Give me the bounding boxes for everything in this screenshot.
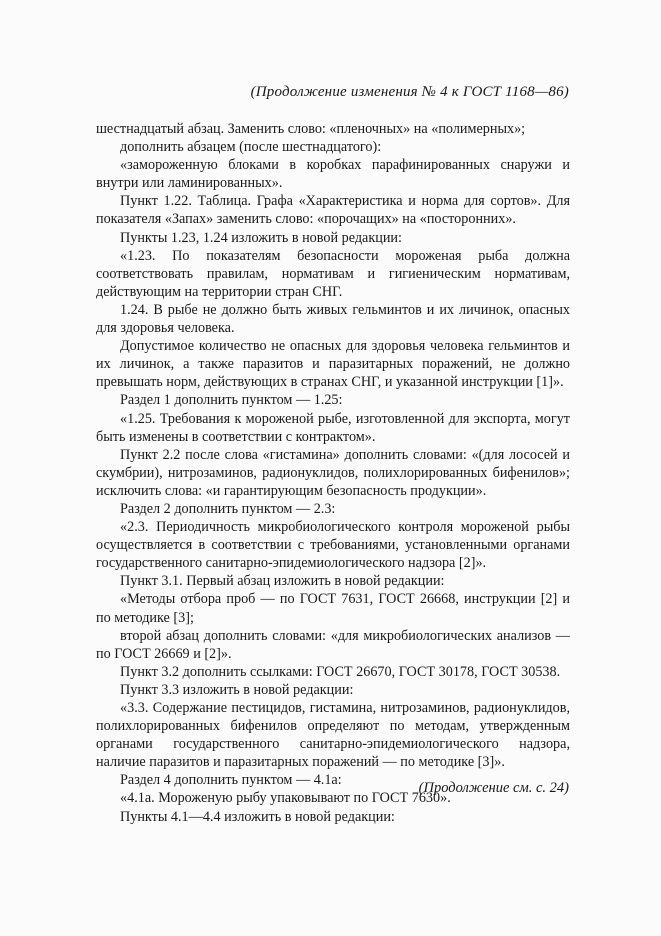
- paragraph: «3.3. Содержание пестицидов, гистамина, нитрозаминов, радионуклидов, полихлорированных бифенилов определяют по методам, утвержденным органами государственного санитарно-эпидемиологического надзора, наличие паразитов и паразитарных поражений — по методике [3]».: [96, 700, 570, 771]
- paragraph: «замороженную блоками в коробках парафинированных снаружи и внутри или ламинированных».: [96, 157, 570, 192]
- paragraph: 1.24. В рыбе не должно быть живых гельминтов и их личинок, опасных для здоровья человека.: [96, 301, 570, 337]
- paragraph: шестнадцатый абзац. Заменить слово: «пленочных» на «полимерных»;: [96, 121, 526, 137]
- paragraph: «2.3. Периодичность микробиологического контроля мороженой рыбы осуществляется в соответствии с требованиями, установленными органами государственного санитарно-эпидемиологического надзора [2]».: [96, 519, 570, 572]
- paragraph: «Методы отбора проб — по ГОСТ 7631, ГОСТ 26668, инструкции [2] и по методике [3];: [96, 591, 570, 626]
- paragraph: Пункт 3.1. Первый абзац изложить в новой редакции:: [120, 573, 445, 590]
- paragraph: второй абзац дополнить словами: «для микробиологических анализов — по ГОСТ 26669 и [2]».: [96, 627, 570, 662]
- paragraph: Пункт 2.2 после слова «гистамина» дополнить словами: «(для лососей и скумбрии), нитрозаминов, радионуклидов, полихлорированных бифенилов»; исключить слова: «и гарантирующим безопасность продукции».: [96, 446, 570, 499]
- paragraph: Допустимое количество не опасных для здоровья человека гельминтов и их личинок, а также паразитов и паразитарных поражений, не должно превышать норм, действующих в странах СНГ, и указанной инструкции [1]».: [96, 338, 570, 391]
- paragraph: Раздел 4 дополнить пунктом — 4.1а:: [120, 772, 342, 789]
- document-body: [96, 120, 570, 826]
- paragraph: «4.1а. Мороженую рыбу упаковывают по ГОСТ 7630».: [120, 790, 451, 807]
- paragraph: Пункт 3.3 изложить в новой редакции:: [120, 681, 354, 698]
- paragraph: Раздел 1 дополнить пунктом — 1.25:: [120, 392, 343, 409]
- paragraph: Пункт 1.22. Таблица. Графа «Характеристика и норма для сортов». Для показателя «Запах» заменить слово: «порочащих» на «посторонних».: [96, 193, 570, 228]
- paragraph: Пункт 3.2 дополнить ссылками: ГОСТ 26670, ГОСТ 30178, ГОСТ 30538.: [120, 663, 561, 680]
- paragraph: «1.25. Требования к мороженой рыбе, изготовленной для экспорта, могут быть изменены в соответствии с контрактом».: [96, 410, 570, 445]
- paragraph: Пункты 1.23, 1.24 изложить в новой редакции:: [120, 229, 402, 246]
- page-footer: (Продолжение см. с. 24): [418, 780, 569, 796]
- paragraph: Раздел 2 дополнить пунктом — 2.3:: [120, 500, 336, 517]
- paragraph: Пункты 4.1—4.4 изложить в новой редакции:: [120, 808, 395, 825]
- page-header: (Продолжение изменения № 4 к ГОСТ 1168—86): [250, 84, 569, 100]
- paragraph: «1.23. По показателям безопасности мороженая рыба должна соответствовать правилам, нормативам и гигиеническим нормативам, действующим на территории стран СНГ.: [96, 247, 570, 300]
- paragraph: дополнить абзацем (после шестнадцатого):: [120, 139, 382, 156]
